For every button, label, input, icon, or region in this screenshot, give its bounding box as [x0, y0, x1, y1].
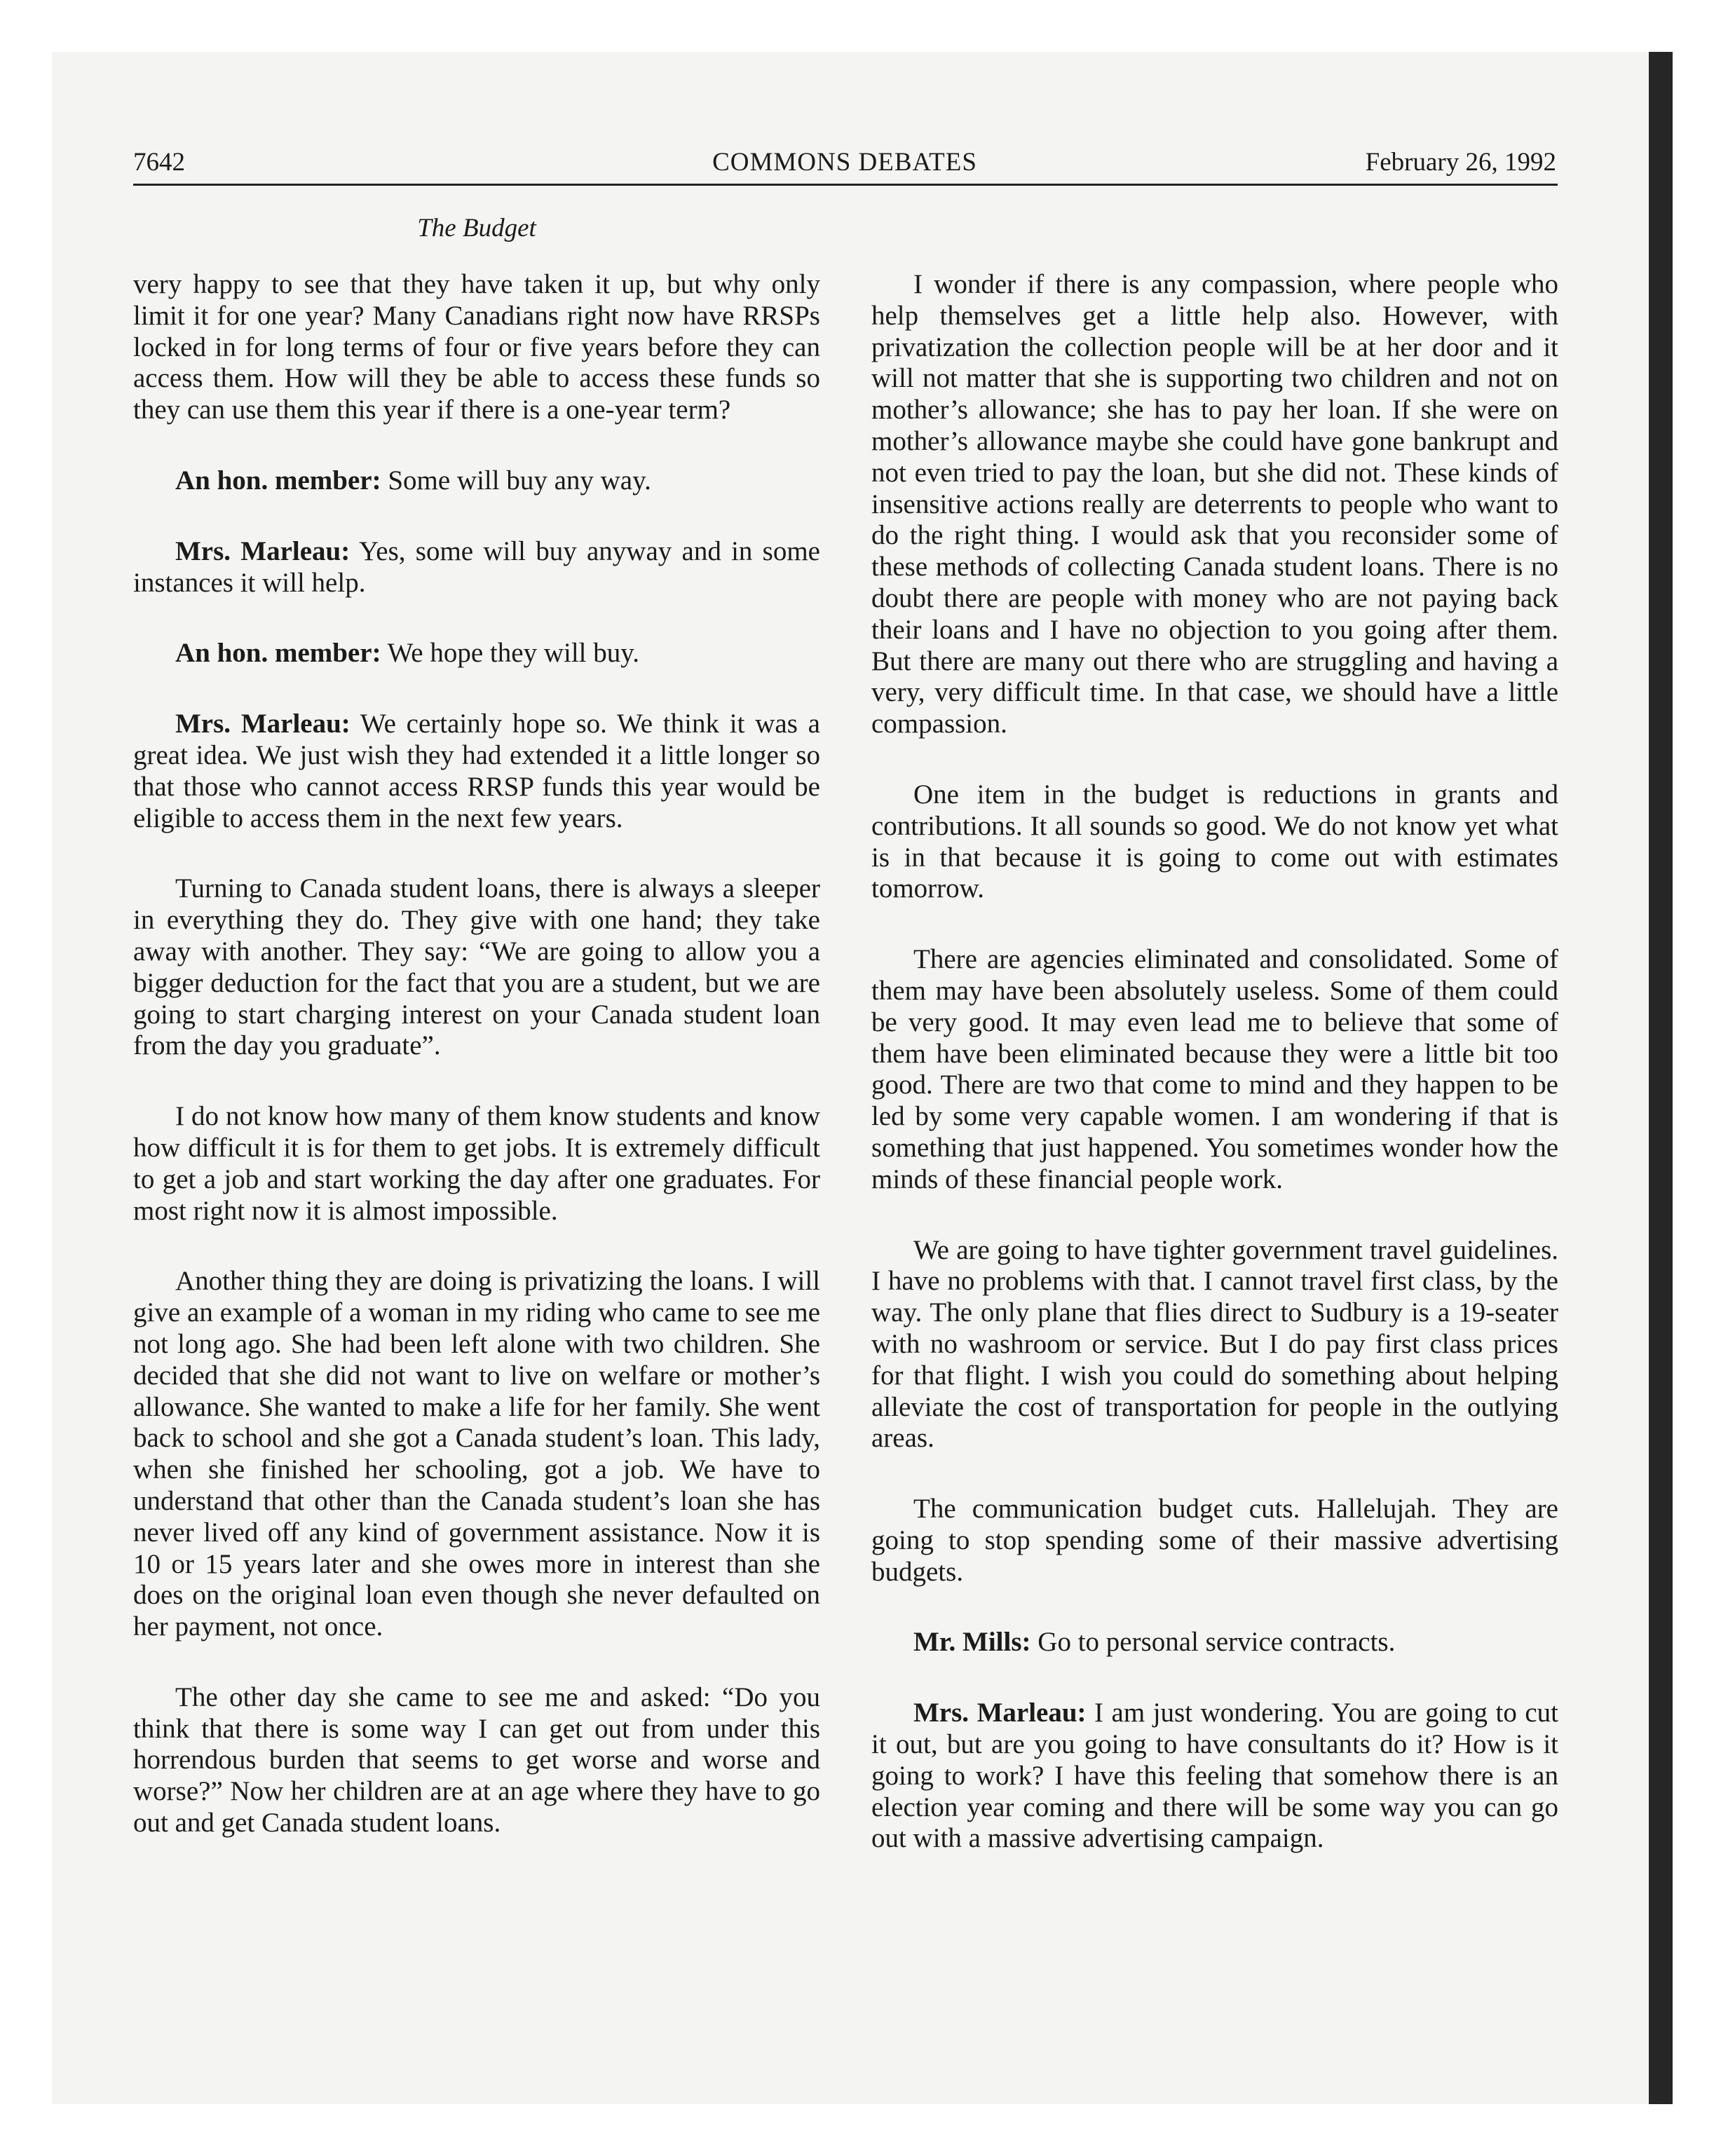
paragraph: The other day she came to see me and asked: “Do you think that there is some way I can get out from under this horrendous burden that seems to get worse and worse and worse?” Now her children are at an age where they have to go out and get Canada student loans.	[133, 1681, 820, 1838]
publication-title: COMMONS DEBATES	[712, 148, 977, 177]
scan-edge-shadow	[1649, 52, 1673, 2104]
page-header	[133, 147, 1556, 181]
left-column	[133, 269, 820, 1839]
paragraph: very happy to see that they have taken it up, but why only limit it for one year? Many Canadians right now have RRSPs locked in for long terms of four or five years before they can access them. How will they be able to access these funds so they can use them this year if there is a one-year term?	[133, 269, 820, 425]
paragraph: An hon. member: We hope they will buy.	[175, 638, 639, 669]
speaker-name: An hon. member:	[175, 638, 381, 669]
paragraph: Mrs. Marleau: I am just wondering. You are going to cut it out, but are you going to have consultants do it? How is it going to work? I have this feeling that somehow there is an election year coming and there will be some way you can go out with a massive advertising campaign.	[871, 1698, 1558, 1854]
speaker-name: An hon. member:	[175, 465, 381, 496]
paragraph: The communication budget cuts. Hallelujah. They are going to stop spending some of their massive advertising budgets.	[871, 1494, 1558, 1587]
header-rule	[133, 184, 1558, 186]
paragraph: Mrs. Marleau: We certainly hope so. We think it was a great idea. We just wish they had extended it a little longer so that those who cannot access RRSP funds this year would be eligible to access them in the next few years.	[133, 709, 820, 833]
paragraph: Mrs. Marleau: Yes, some will buy anyway and in some instances it will help.	[133, 535, 820, 598]
paragraph: One item in the budget is reductions in grants and contributions. It all sounds so good. We do not know yet what is in that because it is going to come out with estimates tomorrow.	[871, 779, 1558, 904]
speaker-name: Mrs. Marleau:	[175, 709, 351, 739]
paragraph: I wonder if there is any compassion, where people who help themselves get a little help also. However, with privatization the collection people will be at her door and it will not matter that she is supporting two children and not on mother’s allowance; she has to pay her loan. If she were on mother’s allowance maybe she could have gone bankrupt and not even tried to pay the loan, but she did not. These kinds of insensitive actions really are deterrents to people who want to do the right thing. I would ask that you reconsider some of these methods of collecting Canada student loans. There is no doubt there are people with money who are not paying back their loans and I have no objection to you going after them. But there are many out there who are struggling and having a very, very difficult time. In that case, we should have a little compassion.	[871, 269, 1558, 739]
speaker-name: Mr. Mills:	[913, 1627, 1031, 1658]
section-title: The Budget	[417, 214, 536, 243]
paragraph: I do not know how many of them know students and know how difficult it is for them to get jobs. It is extremely difficult to get a job and start working the day after one graduates. For most right now it is almost impossible.	[133, 1101, 820, 1226]
paragraph: Turning to Canada student loans, there is always a sleeper in everything they do. They give with one hand; they take away with another. They say: “We are going to allow you a bigger deduction for the fact that you are a student, but we are going to start charging interest on your Canada student loan from the day you graduate”.	[133, 873, 820, 1061]
paragraph: Another thing they are doing is privatizing the loans. I will give an example of a woman in my riding who came to see me not long ago. She had been left alone with two children. She decided that she did not want to live on welfare or mother’s allowance. She wanted to make a life for her family. She went back to school and she got a Canada student’s loan. This lady, when she finished her schooling, got a job. We have to understand that other than the Canada student’s loan she has never lived off any kind of government assistance. Now it is 10 or 15 years later and she owes more in interest than she does on the original loan even though she never defaulted on her payment, not once.	[133, 1266, 820, 1642]
speaker-name: Mrs. Marleau:	[175, 535, 351, 566]
paragraph: An hon. member: Some will buy any way.	[175, 465, 651, 496]
paragraph: Mr. Mills: Go to personal service contracts.	[913, 1627, 1396, 1658]
right-column	[871, 269, 1558, 1855]
paragraph: There are agencies eliminated and consolidated. Some of them may have been absolutely useless. Some of them could be very good. It may even lead me to believe that some of them have been eliminated because they were a little bit too good. There are two that come to mind and they happen to be led by some very capable women. I am wondering if that is something that just happened. You sometimes wonder how the minds of these financial people work.	[871, 944, 1558, 1194]
paragraph: We are going to have tighter government travel guidelines. I have no problems with that. I cannot travel first class, by the way. The only plane that flies direct to Sudbury is a 19-seater with no washroom or service. But I do pay first class prices for that flight. I wish you could do something about helping alleviate the cost of transportation for people in the outlying areas.	[871, 1234, 1558, 1454]
page-number: 7642	[133, 148, 185, 177]
publication-date: February 26, 1992	[1365, 148, 1556, 177]
speaker-name: Mrs. Marleau:	[913, 1698, 1087, 1728]
